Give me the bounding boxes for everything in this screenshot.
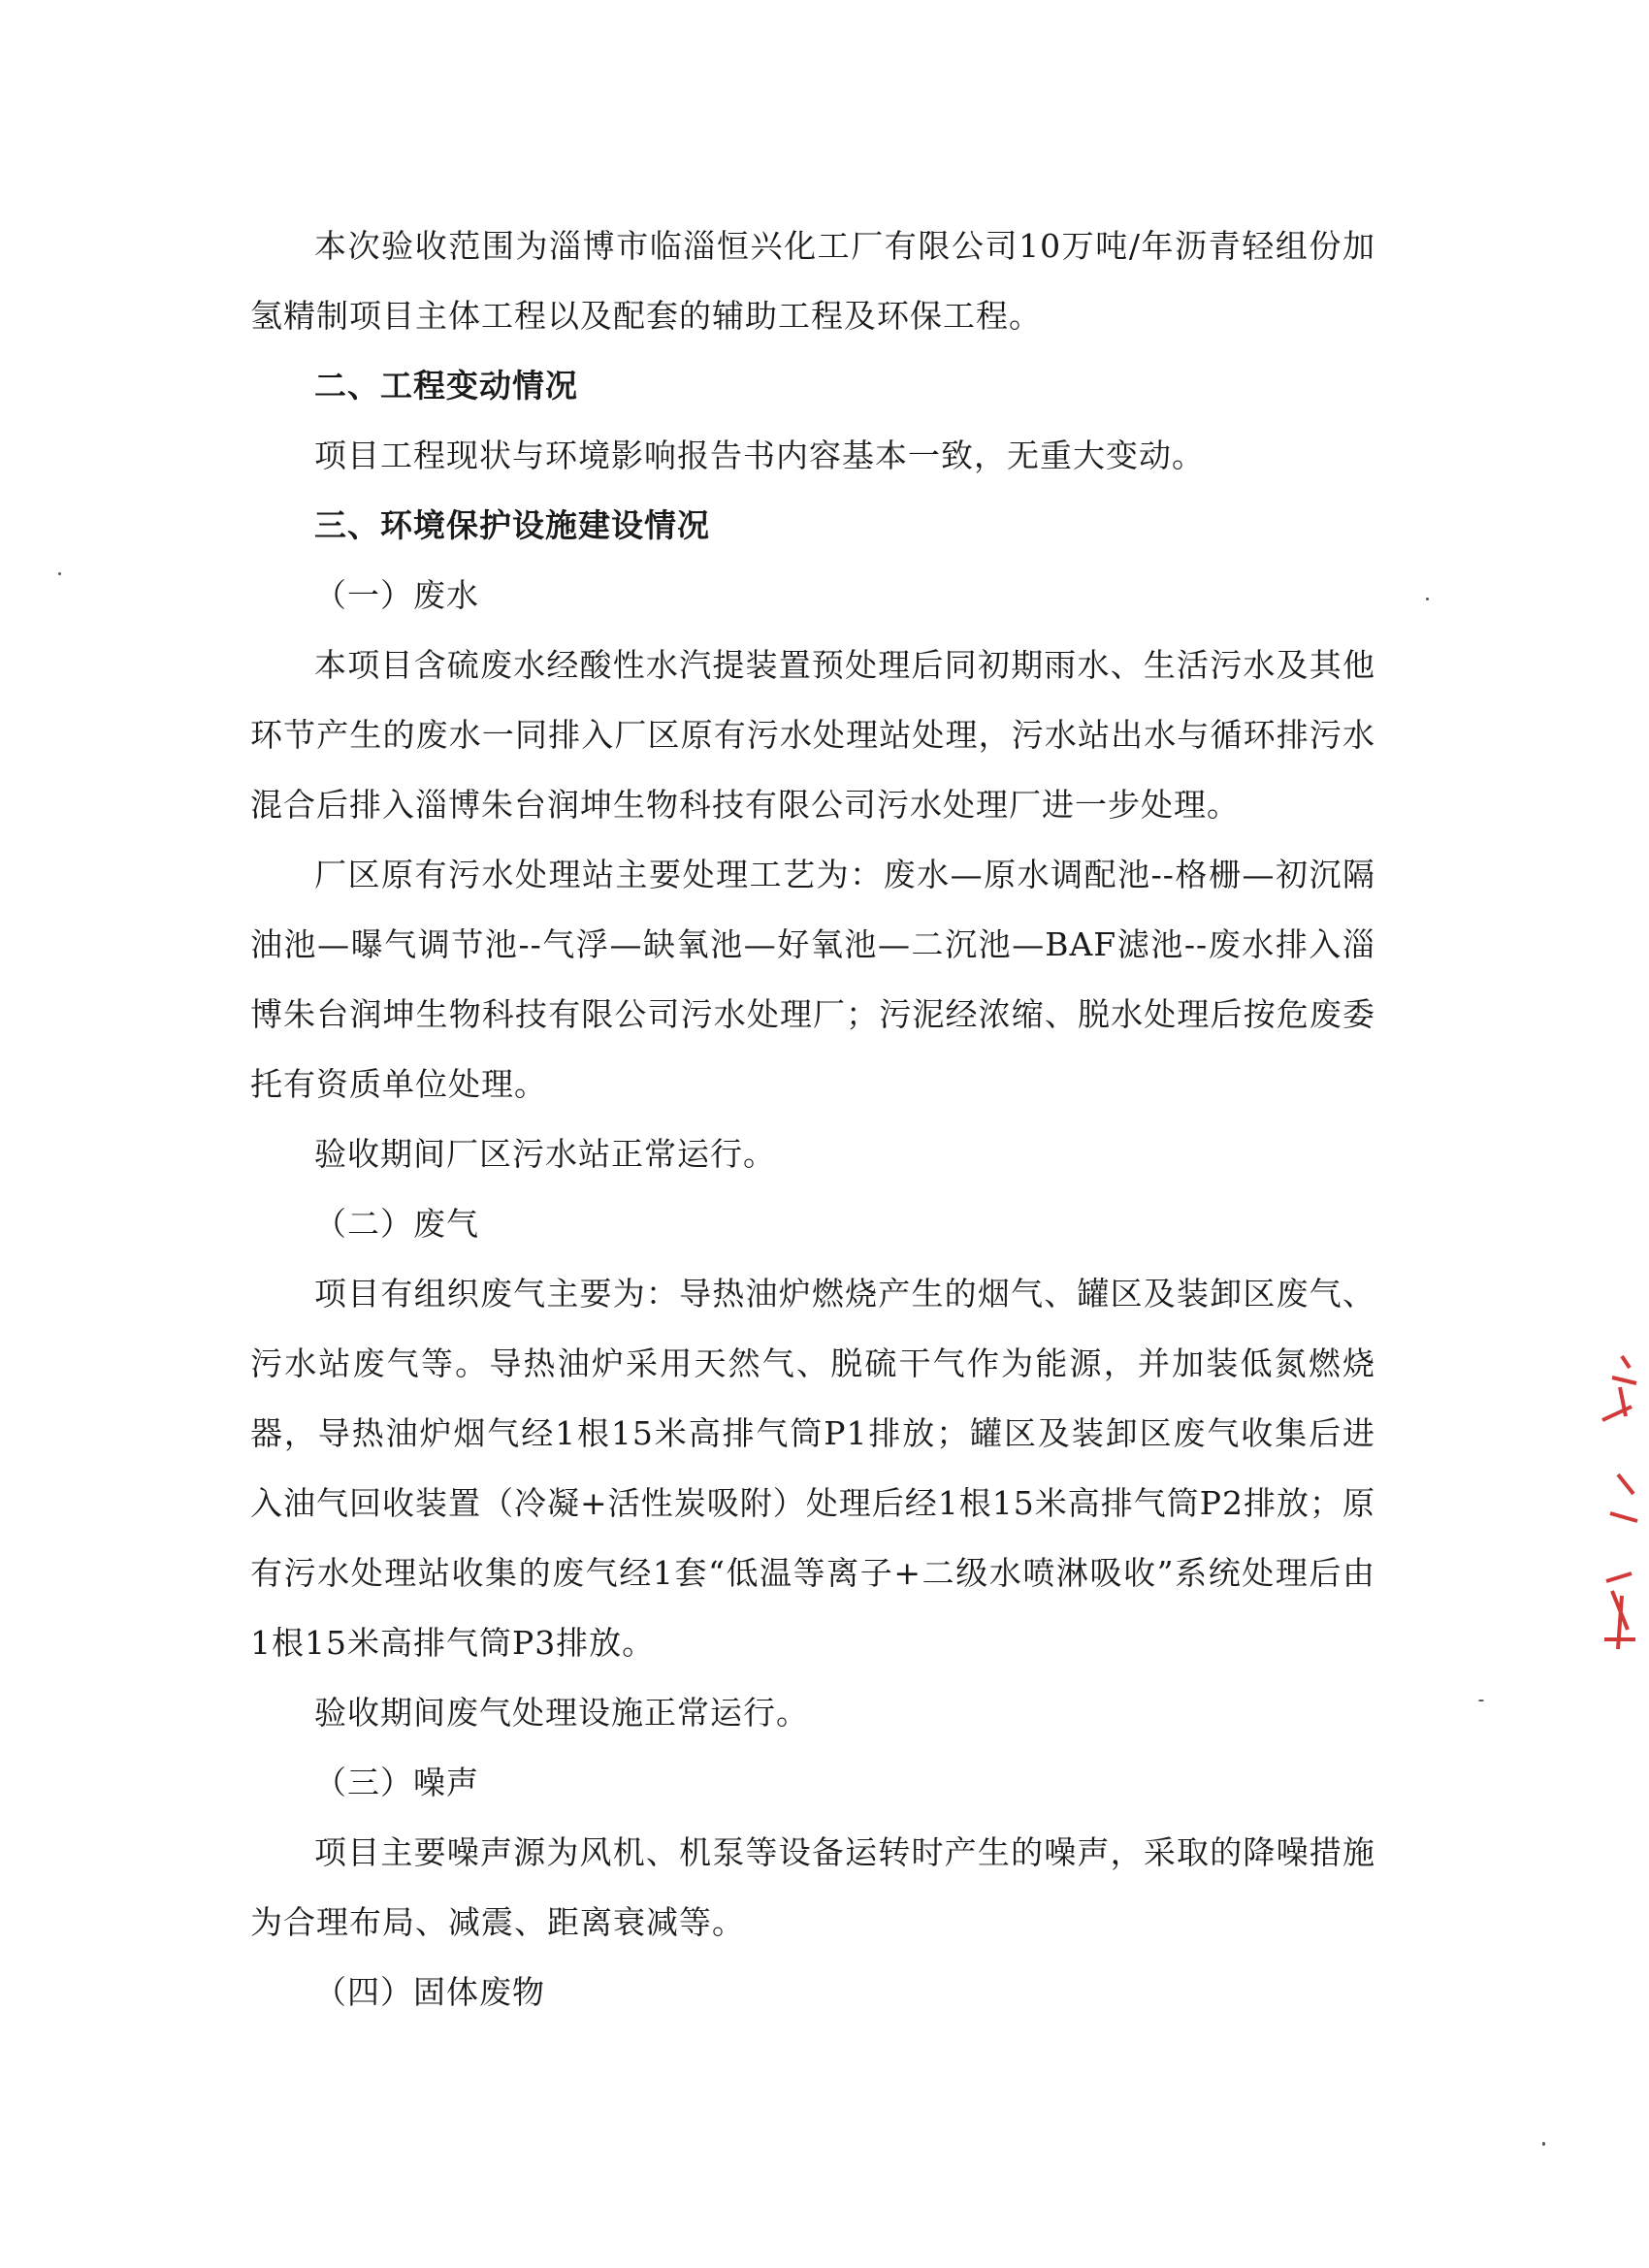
scan-speck — [1542, 2142, 1545, 2146]
heading-env-protection-facilities: 三、环境保护设施建设情况 — [314, 506, 710, 544]
paragraph-noise-measures: 项目主要噪声源为风机、机泵等设备运转时产生的噪声，采取的降噪措施为合理布局、减震、距离衰减等。 — [250, 1833, 1375, 1941]
scan-speck — [58, 572, 61, 575]
seal-stamp-fragment — [1583, 1348, 1641, 1669]
paragraph-wastewater-treatment: 本项目含硫废水经酸性水汽提装置预处理后同初期雨水、生活污水及其他环节产生的废水一同排入厂区原有污水处理站处理，污水站出水与循环排污水混合后排入淄博朱台润坤生物科技有限公司污水处理厂进一步处理。 — [250, 646, 1375, 824]
paragraph-wastewater-process: 厂区原有污水处理站主要处理工艺为：废水—原水调配池--格栅—初沉隔油池—曝气调节池--气浮—缺氧池—好氧池—二沉池—BAF滤池--废水排入淄博朱台润坤生物科技有限公司污水处理厂；污泥经浓缩、脱水处理后按危废委托有资质单位处理。 — [250, 856, 1375, 1103]
subheading-solid-waste: （四）固体废物 — [314, 1973, 545, 2011]
document-body — [250, 211, 1375, 2027]
scan-speck — [1478, 1700, 1484, 1701]
paragraph-waste-gas-normal: 验收期间废气处理设施正常运行。 — [314, 1694, 809, 1732]
scan-speck — [1426, 598, 1429, 600]
paragraph-wastewater-normal: 验收期间厂区污水站正常运行。 — [314, 1135, 776, 1173]
heading-project-changes: 二、工程变动情况 — [314, 367, 578, 405]
paragraph-acceptance-scope: 本次验收范围为淄博市临淄恒兴化工厂有限公司10万吨/年沥青轻组份加氢精制项目主体工程以及配套的辅助工程及环保工程。 — [250, 227, 1375, 335]
subheading-waste-gas: （二）废气 — [314, 1205, 479, 1243]
paragraph-no-major-changes: 项目工程现状与环境影响报告书内容基本一致，无重大变动。 — [314, 437, 1205, 474]
subheading-wastewater: （一）废水 — [314, 576, 479, 614]
paragraph-waste-gas-sources: 项目有组织废气主要为：导热油炉燃烧产生的烟气、罐区及装卸区废气、污水站废气等。导热油炉采用天然气、脱硫干气作为能源，并加装低氮燃烧器，导热油炉烟气经1根15米高排气筒P1排放；罐区及装卸区废气收集后进入油气回收装置（冷凝+活性炭吸附）处理后经1根15米高排气筒P2排放；原有污水处理站收集的废气经1套“低温等离子+二级水喷淋吸收”系统处理后由1根15米高排气筒P3排放。 — [250, 1275, 1375, 1662]
subheading-noise: （三）噪声 — [314, 1764, 479, 1801]
